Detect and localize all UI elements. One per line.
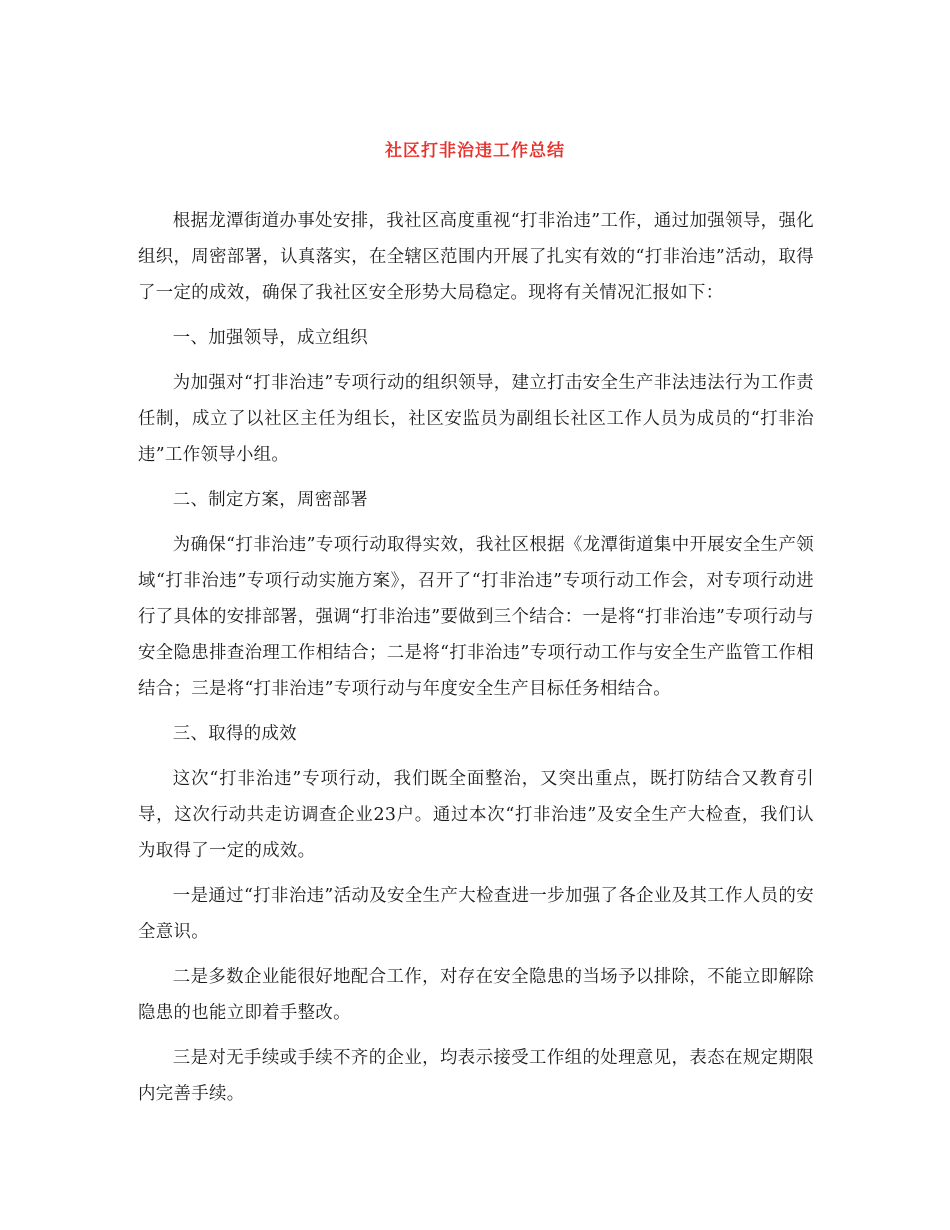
section-3-paragraph: 这次“打非治违”专项行动，我们既全面整治，又突出重点，既打防结合又教育引导，这次行动共走访调查企业23户。通过本次“打非治违”及安全生产大检查，我们认为取得了一定的成效。 [138, 769, 814, 861]
intro-paragraph: 根据龙潭街道办事处安排，我社区高度重视“打非治违”工作，通过加强领导，强化组织，周密部署，认真落实，在全辖区范围内开展了扎实有效的“打非治违”活动，取得了一定的成效，确保了我社区安全形势大局稳定。现将有关情况汇报如下： [138, 211, 814, 303]
result-item-3: 三是对无手续或手续不齐的企业，均表示接受工作组的处理意见，表态在规定期限内完善手续。 [138, 1048, 814, 1104]
result-item-2: 二是多数企业能很好地配合工作，对存在安全隐患的当场予以排除，不能立即解除隐患的也能立即着手整改。 [138, 967, 814, 1023]
section-2-paragraph: 为确保“打非治违”专项行动取得实效，我社区根据《龙潭街道集中开展安全生产领域“打非治违”专项行动实施方案》，召开了“打非治违”专项行动工作会，对专项行动进行了具体的安排部署，强调“打非治违”要做到三个结合：一是将“打非治违”专项行动与安全隐患排查治理工作相结合；二是将“打非治违”专项行动工作与安全生产监管工作相结合；三是将“打非治违”专项行动与年度安全生产目标任务相结合。 [138, 535, 814, 699]
document-body [138, 203, 814, 1121]
section-heading-2: 二、制定方案，周密部署 [172, 490, 368, 510]
result-item-1: 一是通过“打非治违”活动及安全生产大检查进一步加强了各企业及其工作人员的安全意识。 [138, 886, 814, 942]
document-title: 社区打非治违工作总结 [385, 141, 565, 161]
section-heading-3: 三、取得的成效 [172, 724, 297, 744]
section-1-paragraph: 为加强对“打非治违”专项行动的组织领导，建立打击安全生产非法违法行为工作责任制，成立了以社区主任为组长，社区安监员为副组长社区工作人员为成员的“打非治违”工作领导小组。 [138, 373, 814, 465]
section-heading-1: 一、加强领导，成立组织 [172, 328, 368, 348]
